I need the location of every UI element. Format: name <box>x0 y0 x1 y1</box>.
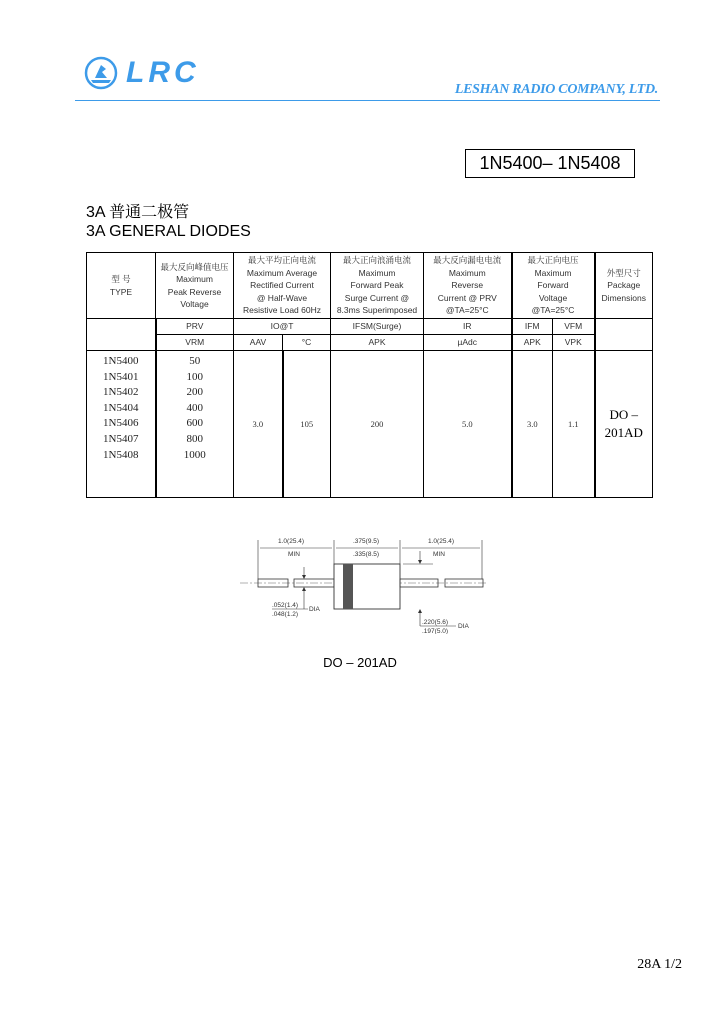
temp-value: 105 <box>283 351 331 498</box>
lead-length-right-min: MIN <box>433 551 445 558</box>
lead-dia-min: .048(1.2) <box>272 611 299 618</box>
header-vf-en: Maximum <box>534 267 572 278</box>
page-code: 28A 1/2 <box>637 957 682 972</box>
type-value: 1N5408 <box>103 448 139 461</box>
lead-length-left: 1.0(25.4) <box>278 538 305 545</box>
package-value <box>595 351 653 498</box>
prv-list <box>156 351 234 498</box>
header-ifsm <box>331 253 424 319</box>
header-package <box>595 253 653 319</box>
type-value: 1N5400 <box>103 355 139 367</box>
header-io <box>234 253 331 319</box>
unit-row <box>87 335 653 351</box>
unit-uadc: µAdc <box>424 335 512 351</box>
blank-cell <box>595 319 653 351</box>
prv-value: 1000 <box>183 448 206 461</box>
header-ifsm-en: Forward Peak <box>350 280 404 291</box>
symbol-prv: PRV <box>156 319 234 335</box>
vfm-value: 1.1 <box>553 351 595 498</box>
unit-vrm: VRM <box>156 335 234 351</box>
symbol-ir: IR <box>424 319 512 335</box>
type-list <box>87 351 156 498</box>
unit-aav: AAV <box>234 335 283 351</box>
ir-value: 5.0 <box>424 351 512 498</box>
package-line1: DO – <box>609 407 639 422</box>
unit-degc: °C <box>283 335 331 351</box>
package-outline-diagram <box>238 534 488 634</box>
prv-value: 600 <box>186 417 203 430</box>
prv-value: 100 <box>186 370 203 383</box>
header-io-en: Rectified Current <box>250 280 314 291</box>
spec-table <box>86 252 653 498</box>
header-io-en: @ Half-Wave <box>256 292 308 303</box>
lrc-emblem-icon <box>84 56 118 90</box>
body-length-max: .375(9.5) <box>353 538 380 545</box>
body-dia-max: .220(5.6) <box>422 619 449 626</box>
blank-cell <box>87 319 156 351</box>
type-value: 1N5407 <box>103 432 139 445</box>
lead-length-left-min: MIN <box>288 551 300 558</box>
header-vf <box>512 253 595 319</box>
header-ir-en: Reverse <box>451 280 484 291</box>
ifm-value: 3.0 <box>512 351 553 498</box>
header-ir <box>424 253 512 319</box>
header-ifsm-en: 8.3ms Superimposed <box>336 305 418 316</box>
header-type-cn: 型 号 <box>111 274 131 285</box>
header-prv-en: Voltage <box>180 298 209 309</box>
header-ifsm-cn: 最大正向浪涌电流 <box>342 255 411 266</box>
header-io-en: Maximum Average <box>246 267 318 278</box>
part-number: 1N5400– 1N5408 <box>465 149 635 178</box>
header-divider <box>75 100 660 101</box>
header-vf-en: @TA=25°C <box>531 305 575 316</box>
io-value: 3.0 <box>234 351 283 498</box>
header-ir-cn: 最大反向漏电电流 <box>433 255 502 266</box>
header-prv-en: Peak Reverse <box>167 286 222 297</box>
type-value: 1N5404 <box>103 401 139 414</box>
header-io-en: Resistive Load 60Hz <box>243 305 321 316</box>
header-row <box>87 253 653 319</box>
header-vf-cn: 最大正向电压 <box>527 255 579 266</box>
prv-value: 400 <box>186 401 203 414</box>
header-ir-en: @TA=25°C <box>445 305 489 316</box>
symbol-io: IO@T <box>234 319 331 335</box>
header-ifsm-en: Maximum <box>358 267 396 278</box>
company-name: LESHAN RADIO COMPANY, LTD. <box>454 82 658 97</box>
header-type-en: TYPE <box>109 286 133 297</box>
type-value: 1N5401 <box>103 370 139 383</box>
type-value: 1N5406 <box>103 417 139 430</box>
prv-value: 800 <box>186 432 203 445</box>
unit-vpk: VPK <box>553 335 595 351</box>
ifsm-value: 200 <box>331 351 424 498</box>
title-english: 3A GENERAL DIODES <box>86 223 251 240</box>
prv-value: 50 <box>189 355 201 367</box>
header-vf-en: Forward <box>537 280 569 291</box>
header-prv-en: Maximum <box>176 274 213 285</box>
prv-value: 200 <box>186 386 203 399</box>
header-package-en: Package <box>607 280 641 291</box>
header-package-en: Dimensions <box>601 292 646 303</box>
header-prv <box>156 253 234 319</box>
header-ir-en: Maximum <box>448 267 486 278</box>
header-package-cn: 外型尺寸 <box>606 267 641 278</box>
symbol-row <box>87 319 653 335</box>
company-logo <box>84 56 200 90</box>
symbol-vfm: VFM <box>553 319 595 335</box>
header-io-cn: 最大平均正向电流 <box>247 255 316 266</box>
package-line2: 201AD <box>604 425 643 440</box>
body-dia-min: .197(5.0) <box>422 628 449 634</box>
body-dia-label: DIA <box>458 623 469 630</box>
lead-length-right: 1.0(25.4) <box>428 538 455 545</box>
diagram-caption: DO – 201AD <box>323 655 397 670</box>
type-value: 1N5402 <box>103 386 139 399</box>
header-vf-en: Voltage <box>538 292 568 303</box>
logo-text: LRC <box>126 56 200 89</box>
title-chinese: 3A 普通二极管 <box>86 204 190 221</box>
data-row <box>87 351 653 498</box>
body-length-min: .335(8.5) <box>353 551 380 558</box>
lead-dia-max: .052(1.4) <box>272 602 299 609</box>
header-ifsm-en: Surge Current @ <box>344 292 410 303</box>
header-type <box>87 253 156 319</box>
symbol-ifm: IFM <box>512 319 553 335</box>
header-ir-en: Current @ PRV <box>437 292 497 303</box>
lead-dia-label: DIA <box>309 606 320 613</box>
header-prv-cn: 最大反向峰值电压 <box>160 261 229 272</box>
symbol-ifsm: IFSM(Surge) <box>331 319 424 335</box>
unit-apk: APK <box>512 335 553 351</box>
unit-apk-surge: APK <box>331 335 424 351</box>
